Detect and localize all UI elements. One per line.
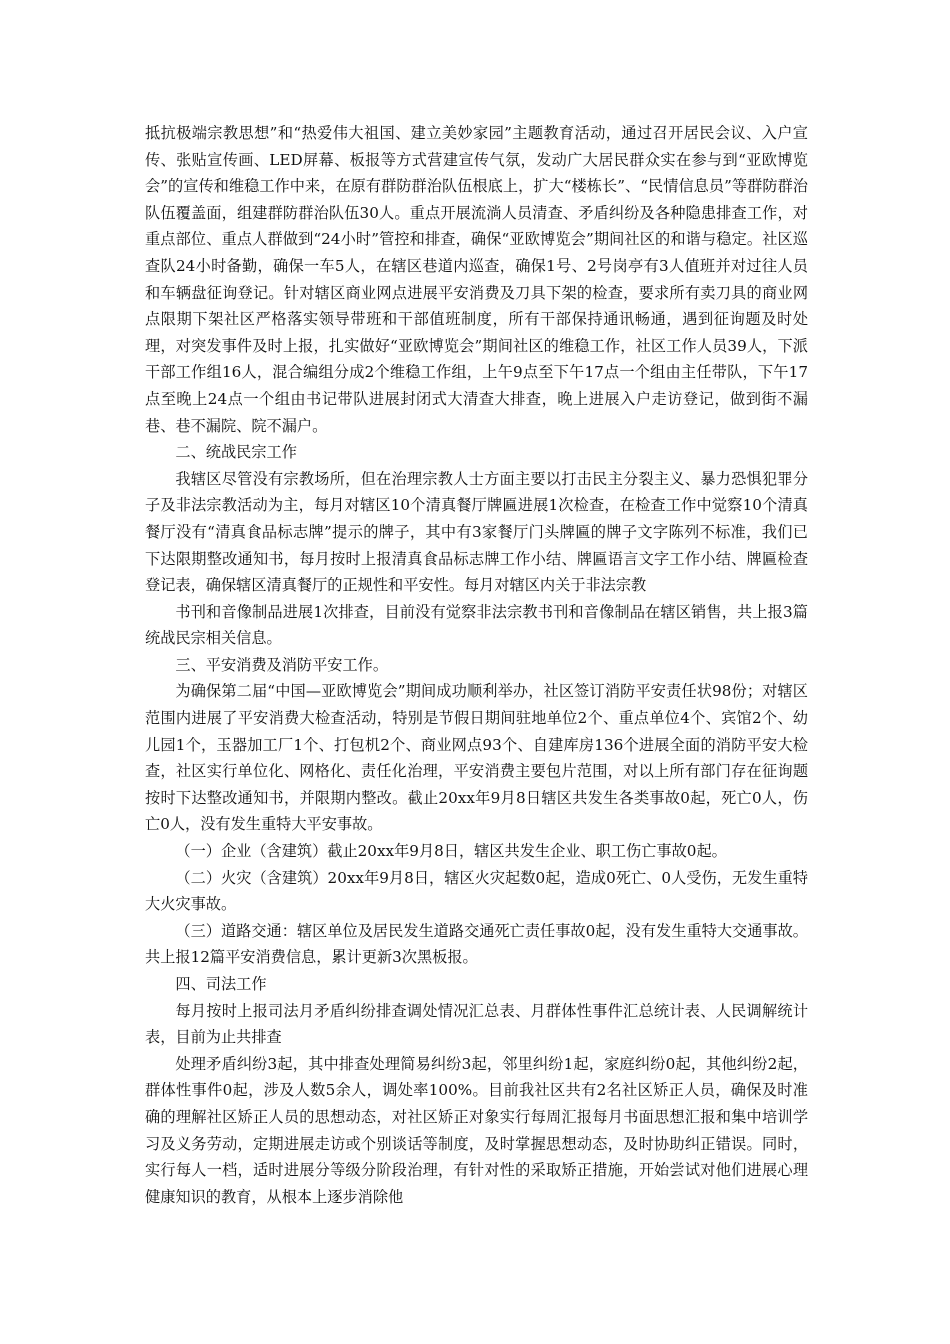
paragraph-11: 每月按时上报司法月矛盾纠纷排查调处情况汇总表、月群体性事件汇总统计表、人民调解统计表，目前为止共排查 — [145, 1001, 808, 1047]
paragraph-6: 为确保第二届“中国—亚欧博览会”期间成功顺利举办，社区签订消防平安责任状98份；对辖区范围内进展了平安消费大检查活动，特别是节假日期间驻地单位2个、重点单位4个、宾馆2个、幼儿园1个，玉器加工厂1个、打包机2个、商业网点93个、自建库房136个进展全面的消防平安大检查，社区实行单位化、网格化、责任化治理，平安消费主要包片范围，对以上所有部门存在征询题按时下达整改通知书，并限期内整改。截止20xx年9月8日辖区共发生各类事故0起，死亡0人，伤亡0人，没有发生重特大平安事故。 — [145, 682, 808, 834]
paragraph-7: （一）企业（含建筑）截止20xx年9月8日，辖区共发生企业、职工伤亡事故0起。 — [175, 842, 727, 861]
paragraph-9: （三）道路交通：辖区单位及居民发生道路交通死亡责任事故0起，没有发生重特大交通事故。共上报12篇平安消费信息，累计更新3次黑板报。 — [145, 921, 808, 967]
section-heading-4: 四、司法工作 — [175, 975, 267, 993]
paragraph-3: 我辖区尽管没有宗教场所，但在治理宗教人士方面主要以打击民主分裂主义、暴力恐惧犯罪分子及非法宗教活动为主，每月对辖区10个清真餐厅牌匾进展1次检查，在检查工作中觉察10个清真餐厅没有“清真食品标志牌”提示的牌子，其中有3家餐厅门头牌匾的牌子文字陈列不标准，我们已下达限期整改通知书，每月按时上报清真食品标志牌工作小结、牌匾语言文字工作小结、牌匾检查登记表，确保辖区清真餐厅的正规性和平安性。每月对辖区内关于非法宗教 — [145, 469, 808, 595]
paragraph-4: 书刊和音像制品进展1次排查，目前没有觉察非法宗教书刊和音像制品在辖区销售，共上报3篇统战民宗相关信息。 — [145, 602, 808, 648]
paragraph-8: （二）火灾（含建筑）20xx年9月8日，辖区火灾起数0起，造成0死亡、0人受伤，无发生重特大火灾事故。 — [145, 868, 808, 914]
section-heading-2: 二、统战民宗工作 — [175, 443, 297, 462]
section-heading-3: 三、平安消费及消防平安工作。 — [175, 655, 389, 674]
paragraph-12: 处理矛盾纠纷3起，其中排查处理简易纠纷3起，邻里纠纷1起，家庭纠纷0起，其他纠纷2起，群体性事件0起，涉及人数5余人，调处率100%。目前我社区共有2名社区矫正人员，确保及时准确的理解社区矫正人员的思想动态，对社区矫正对象实行每周汇报每月书面思想汇报和集中培训学习及义务劳动，定期进展走访或个别谈话等制度，及时掌握思想动态，及时协助纠正错误。同时，实行每人一档，适时进展分等级分阶段治理，有针对性的采取矫正措施，开始尝试对他们进展心理健康知识的教育，从根本上逐步消除他 — [145, 1054, 808, 1206]
document-body — [145, 120, 808, 1210]
paragraph-1: 抵抗极端宗教思想”和“热爱伟大祖国、建立美妙家园”主题教育活动，通过召开居民会议、入户宣传、张贴宣传画、LED屏幕、板报等方式营建宣传气氛，发动广大居民群众实在参与到“亚欧博览会”的宣传和维稳工作中来，在原有群防群治队伍根底上，扩大“楼栋长”、“民情信息员”等群防群治队伍覆盖面，组建群防群治队伍30人。重点开展流淌人员清查、矛盾纠纷及各种隐患排查工作，对重点部位、重点人群做到“24小时”管控和排查，确保“亚欧博览会”期间社区的和谐与稳定。社区巡查队24小时备勤，确保一车5人，在辖区巷道内巡查，确保1号、2号岗亭有3人值班并对过往人员和车辆盘征询登记。针对辖区商业网点进展平安消费及刀具下架的检查，要求所有卖刀具的商业网点限期下架社区严格落实领导带班和干部值班制度，所有干部保持通讯畅通，遇到征询题及时处理，对突发事件及时上报，扎实做好“亚欧博览会”期间社区的维稳工作，社区工作人员39人，下派干部工作组16人，混合编组分成2个维稳工作组，上午9点至下午17点一个组由主任带队，下午17点至晚上24点一个组由书记带队进展封闭式大清查大排查，晚上进展入户走访登记，做到街不漏巷、巷不漏院、院不漏户。 — [145, 124, 808, 435]
